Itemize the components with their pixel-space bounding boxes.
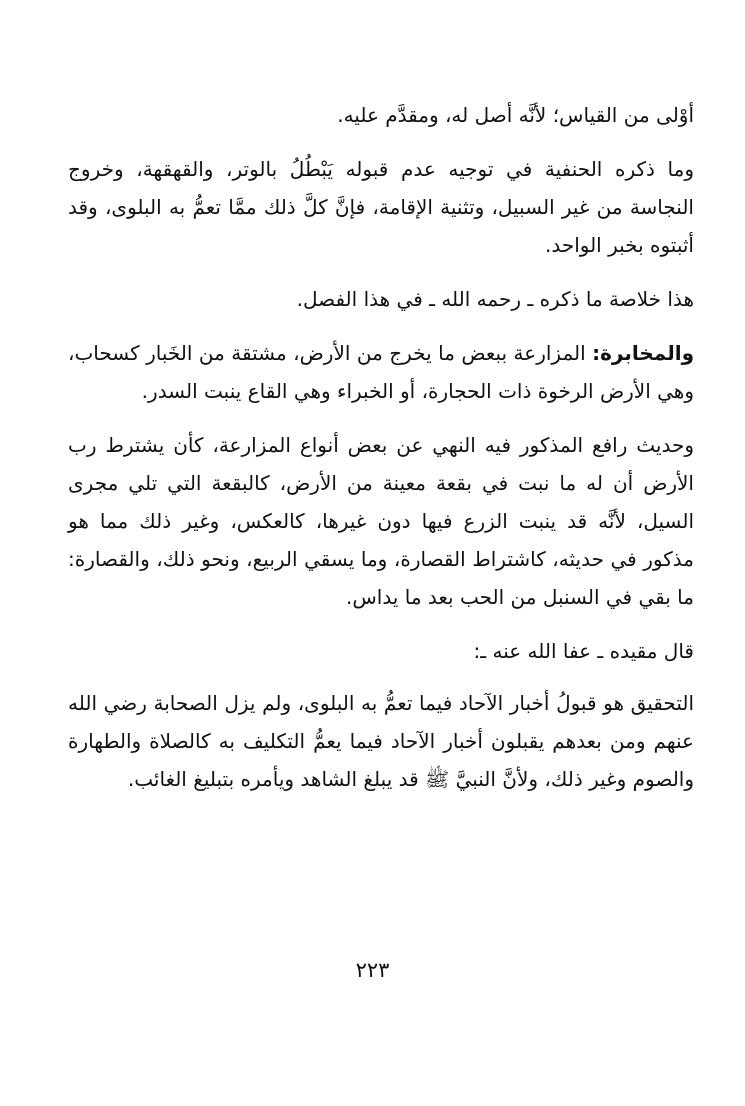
paragraph-summary xyxy=(68,280,694,318)
paragraph-text: التحقيق هو قبولُ أخبار الآحاد فيما تعمُّ به البلوى، ولم يزل الصحابة رضي الله عنهم ومن بعدهم يقبلون أخبار الآحاد فيما يعمُّ التكليف به كالصلاة والطهارة والصوم وغير ذلك، ولأنَّ النبيَّ ﷺ قد يبلغ الشاهد ويأمره بتبليغ الغائب. xyxy=(68,691,694,791)
page-body xyxy=(68,96,694,814)
paragraph-hanafiyya xyxy=(68,150,694,264)
paragraph-text: أوْلى من القياس؛ لأنَّه أصل له، ومقدَّم عليه. xyxy=(337,103,694,127)
paragraph-author-note xyxy=(68,632,694,670)
paragraph-text: وحديث رافع المذكور فيه النهي عن بعض أنواع المزارعة، كأن يشترط رب الأرض أن له ما نبت في بقعة معينة من الأرض، كالبقعة التي تلي مجرى السيل، لأنَّه قد ينبت الزرع فيها دون غيرها، كالعكس، وغير ذلك مما هو مذكور في حديثه، كاشتراط القصارة، وما يسقي الربيع، ونحو ذلك، والقصارة: ما بقي في السنبل من الحب بعد ما يداس. xyxy=(68,433,694,609)
paragraph-text: المزارعة ببعض ما يخرج من الأرض، مشتقة من الخَبار كسحاب، وهي الأرض الرخوة ذات الحجارة، أو الخبراء وهي القاع ينبت السدر. xyxy=(68,341,694,403)
paragraph-text: قال مقيده ـ عفا الله عنه ـ: xyxy=(473,639,694,663)
page-number: ٢٢٣ xyxy=(355,958,390,982)
paragraph-mukhabara xyxy=(68,334,694,410)
paragraph-text: وما ذكره الحنفية في توجيه عدم قبوله يَبْطُلُ بالوتر، والقهقهة، وخروج النجاسة من غير السبيل، وتثنية الإقامة، فإنَّ كلَّ ذلك ممَّا تعمُّ به البلوى، وقد أثبتوه بخبر الواحد. xyxy=(68,157,694,257)
paragraph-rafi-hadith xyxy=(68,426,694,616)
paragraph-text: هذا خلاصة ما ذكره ـ رحمه الله ـ في هذا الفصل. xyxy=(296,287,694,311)
paragraph-qiyas xyxy=(68,96,694,134)
paragraph-tahqiq xyxy=(68,684,694,798)
defined-term: والمخابرة: xyxy=(592,341,694,365)
